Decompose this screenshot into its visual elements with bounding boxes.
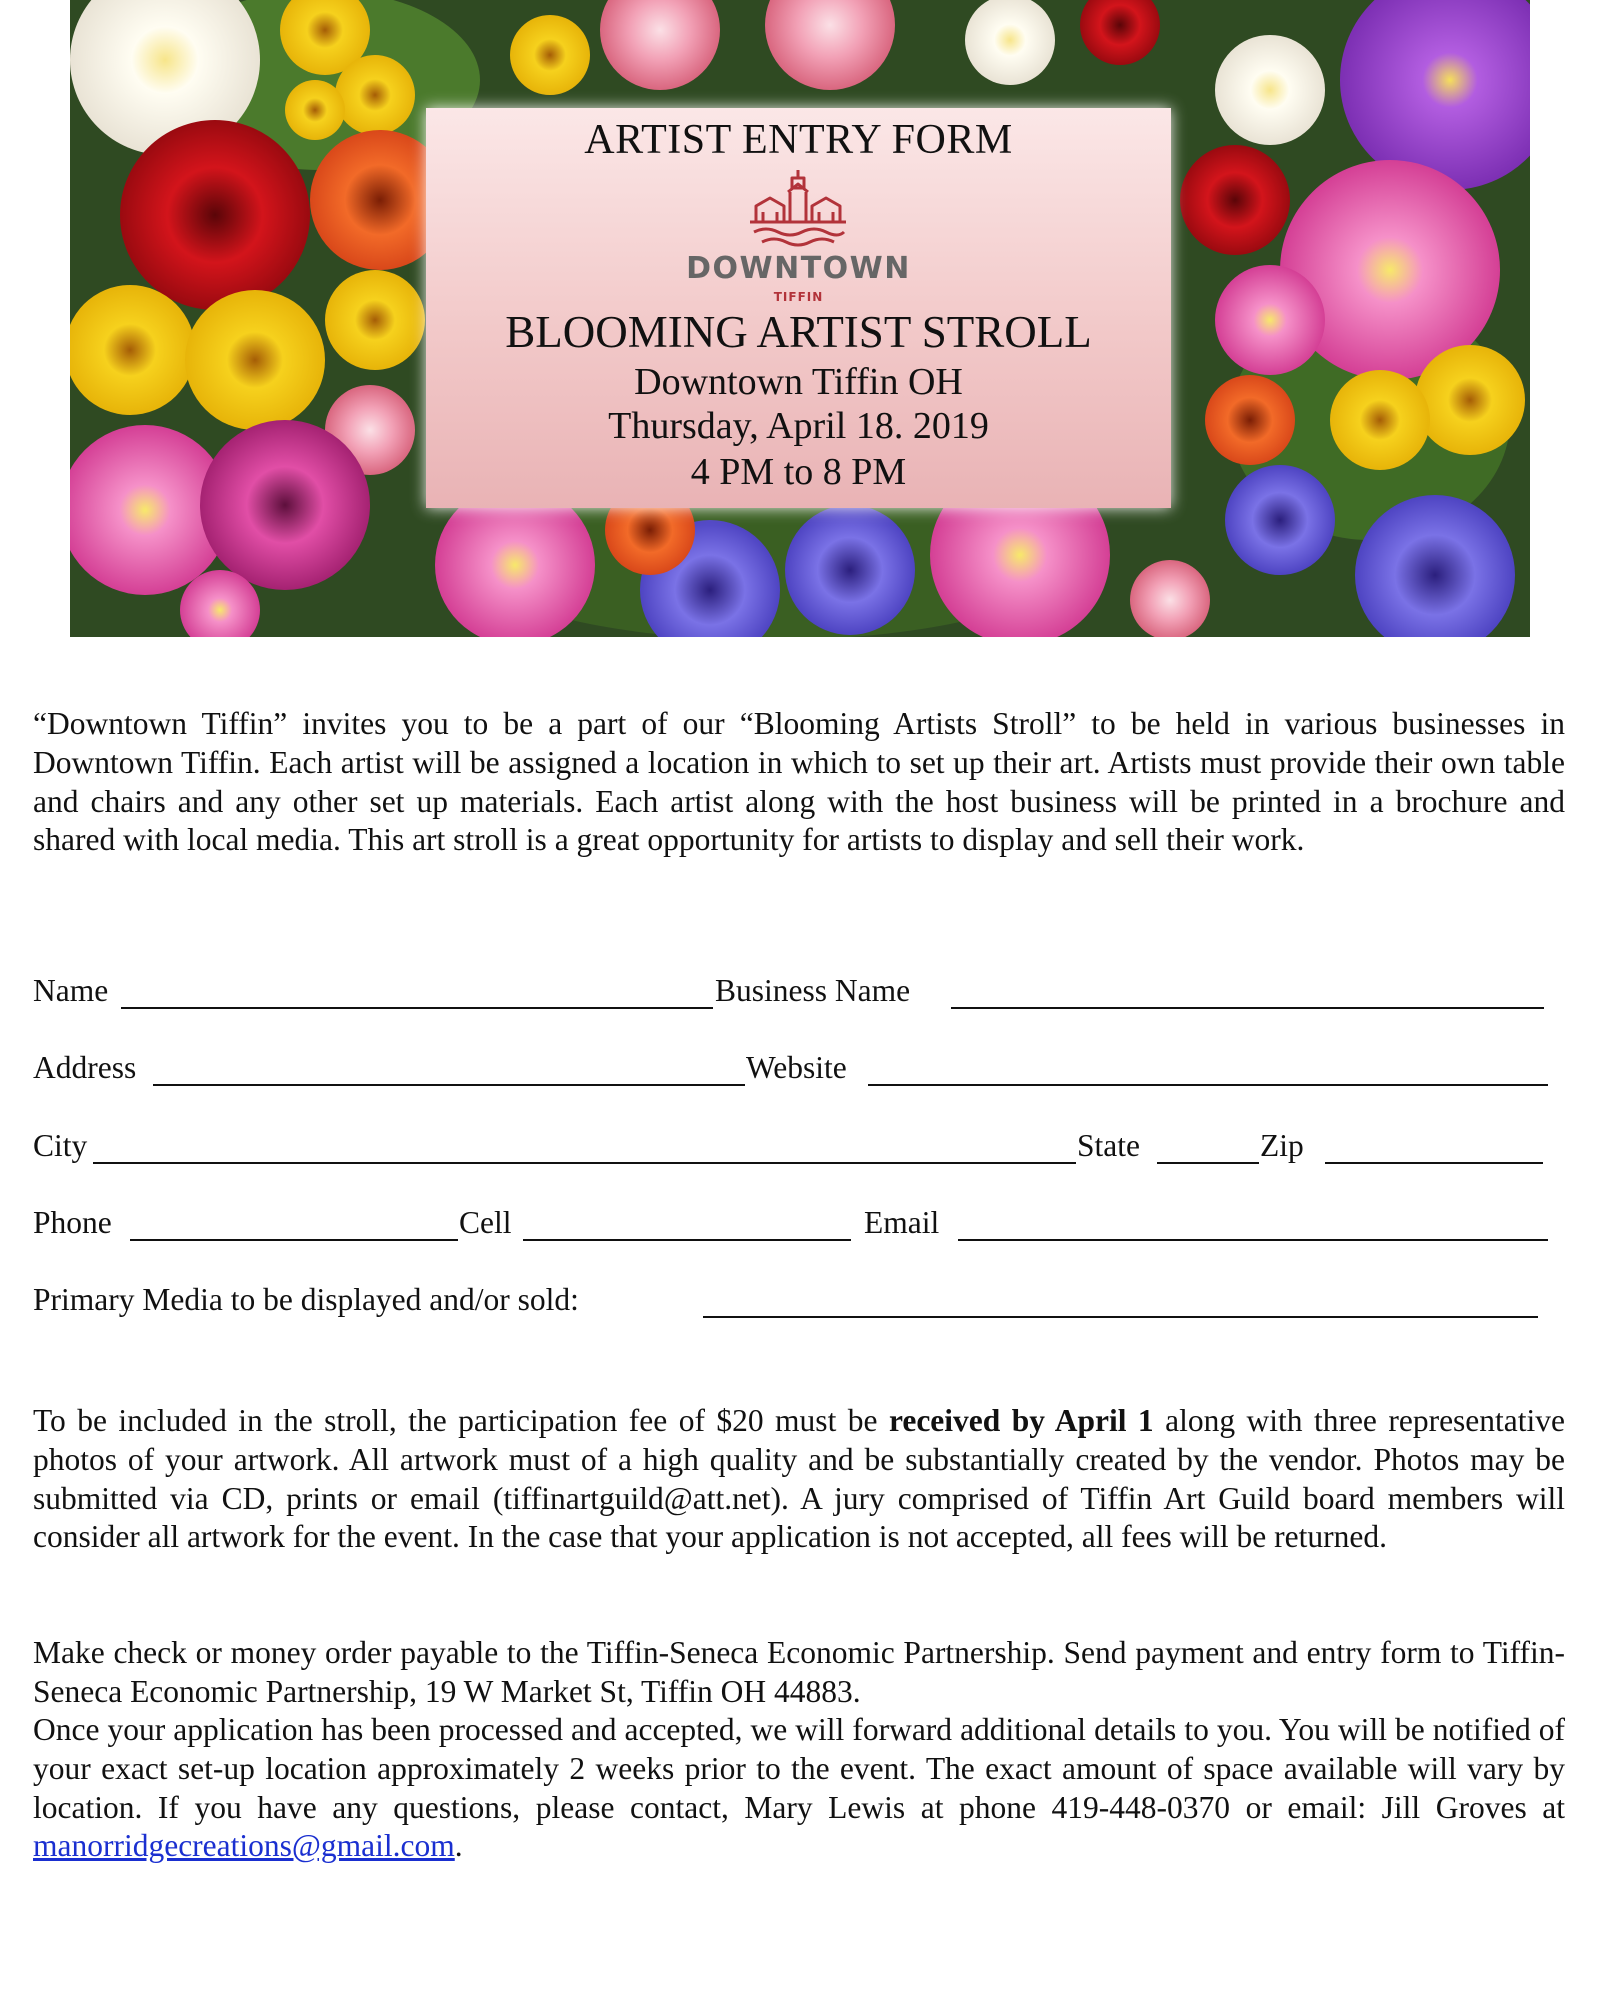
name-label: Name (33, 973, 109, 1008)
fee-paragraph (33, 1402, 1565, 1557)
contact-email-link[interactable]: manorridgecreations@gmail.com (33, 1828, 455, 1864)
fee-text-end: along with three representative photos of your artwork. All artwork must of a high quality and be substantially created by the vendor. Photos may be submitted via CD, prints or email (tiffinartguild@att.net). A jury comprised of Tiffin Art Guild board members will consider all artwork for the event. In the case that your application is not accepted, all fees will be returned. (33, 1403, 1566, 1555)
event-title-card (426, 108, 1171, 508)
notice-end: . (454, 1828, 463, 1864)
fee-text-start: To be included in the stroll, the participation fee of $20 must be (33, 1403, 889, 1438)
cell-label: Cell (459, 1205, 512, 1240)
website-field[interactable] (868, 1084, 1548, 1086)
website-label: Website (746, 1050, 847, 1085)
cell-field[interactable] (523, 1239, 851, 1241)
email-label: Email (864, 1205, 940, 1240)
form-row-media (33, 1282, 1563, 1322)
media-field[interactable] (703, 1316, 1538, 1318)
media-label: Primary Media to be displayed and/or sold: (33, 1282, 579, 1317)
zip-field[interactable] (1325, 1162, 1543, 1164)
logo-text: DOWNTOWN (686, 251, 911, 286)
address-label: Address (33, 1050, 137, 1085)
name-field[interactable] (121, 1007, 713, 1009)
form-row-address (33, 1050, 1563, 1090)
business-name-label: Business Name (715, 973, 911, 1008)
email-field[interactable] (958, 1239, 1548, 1241)
form-row-city (33, 1128, 1563, 1168)
logo-subtext: TIFFIN (773, 290, 824, 304)
form-row-name (33, 973, 1563, 1013)
form-title: ARTIST ENTRY FORM (584, 117, 1013, 163)
payment-paragraph: Make check or money order payable to the Tiffin-Seneca Economic Partnership. Send payment and entry form to Tiffin-Seneca Economic Partnership, 19 W Market St, Tiffin OH 44883. (33, 1635, 1565, 1709)
downtown-tiffin-logo (748, 166, 848, 254)
business-name-field[interactable] (951, 1007, 1544, 1009)
address-field[interactable] (153, 1084, 745, 1086)
city-label: City (33, 1128, 88, 1163)
intro-paragraph: “Downtown Tiffin” invites you to be a part of our “Blooming Artists Stroll” to be held in various businesses in Downtown Tiffin. Each artist will be assigned a location in which to set up their art. Artists must provide their own table and chairs and any other set up materials. Each artist along with the host business will be printed in a brochure and shared with local media. This art stroll is a great opportunity for artists to display and sell their work. (33, 706, 1565, 858)
form-row-phone (33, 1205, 1563, 1245)
flower-banner (70, 0, 1530, 637)
phone-label: Phone (33, 1205, 112, 1240)
notice-text: Once your application has been processed and accepted, we will forward additional details to you. You will be notified of your exact set-up location approximately 2 weeks prior to the event. The exact amount of space available will vary by location. If you have any questions, please contact, Mary Lewis at phone 419-448-0370 or email: Jill Groves at (33, 1712, 1565, 1825)
fee-deadline: received by April 1 (888, 1403, 1154, 1438)
event-name: BLOOMING ARTIST STROLL (505, 307, 1092, 357)
state-field[interactable] (1157, 1162, 1259, 1164)
event-location: Downtown Tiffin OH (634, 361, 963, 403)
state-label: State (1077, 1128, 1140, 1163)
notice-paragraph (33, 1711, 1565, 1866)
event-date: Thursday, April 18. 2019 (608, 405, 989, 447)
zip-label: Zip (1260, 1128, 1304, 1163)
phone-field[interactable] (130, 1239, 458, 1241)
event-time: 4 PM to 8 PM (690, 451, 907, 493)
city-field[interactable] (93, 1162, 1076, 1164)
